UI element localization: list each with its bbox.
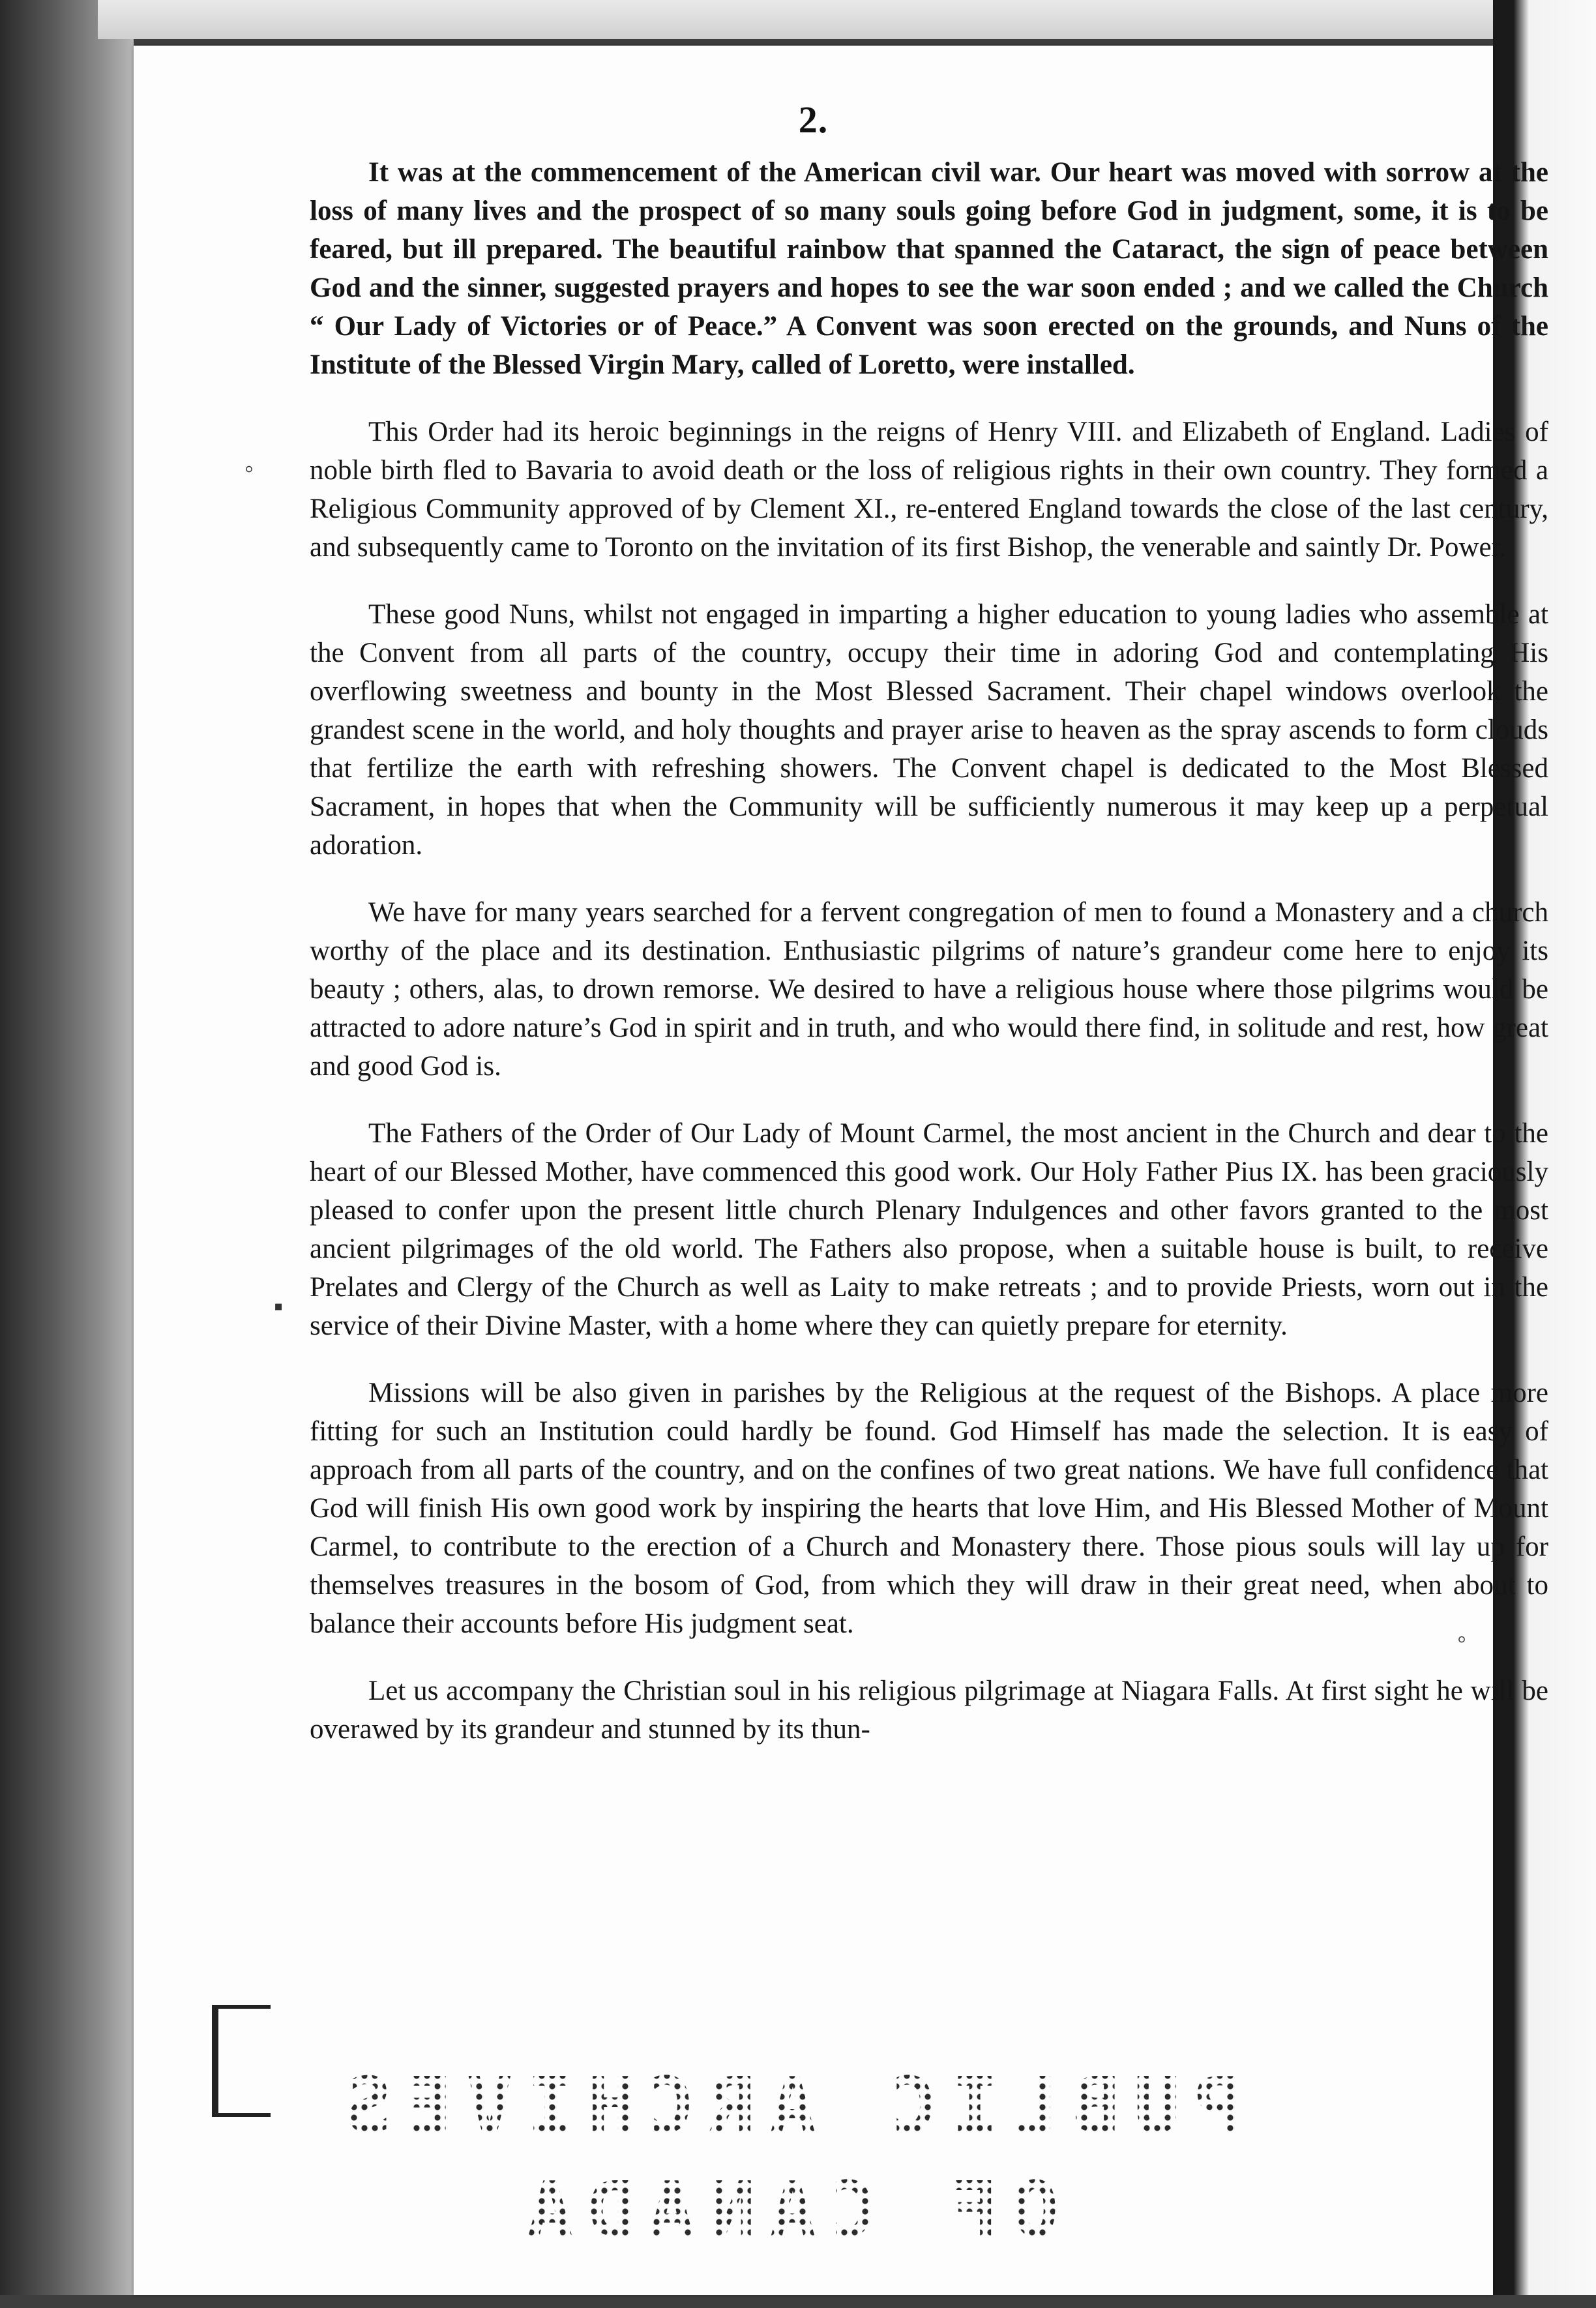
margin-mark: ▪ xyxy=(274,1292,284,1321)
margin-mark: ◦ xyxy=(1457,1624,1467,1653)
paragraph-nuns: These good Nuns, whilst not engaged in imparting a higher education to young ladies who assemble at the Convent from all parts of the country, occupy their time in adoring God and contemplating His overflowing sweetness and bounty in the Most Blessed Sacrament. Their chapel windows overlook the grandest scene in the world, and holy thoughts and prayer arise to heaven as the spray ascends to form clouds that fertilize the earth with refreshing showers. The Convent chapel is dedicated to the Most Blessed Sacrament, in hopes that when the Community will be sufficiently numerous it may keep up a perpetual adoration. xyxy=(310,599,1548,861)
paragraph-order-history: This Order had its heroic beginnings in the reigns of Henry VIII. and Elizabeth of England. Ladies of noble birth fled to Bavaria to avoid death or the loss of religious rights in their own country. They formed a Religious Community approved of by Clement XI., re-entered England towards the close of the last century, and subsequently came to Toronto on the invitation of its first Bishop, the venerable and saintly Dr. Power. xyxy=(310,417,1548,563)
paragraph-pilgrimage: Let us accompany the Christian soul in his religious pilgrimage at Niagara Falls. At first sight he will be overawed by its grandeur and stunned by its thun- xyxy=(310,1676,1548,1745)
scan-left-gutter xyxy=(0,0,134,2295)
paragraph-monastery: We have for many years searched for a fervent congregation of men to found a Monastery and a church worthy of the place and its destination. Enthusiastic pilgrims of nature’s grandeur come here to enjoy its beauty ; others, alas, to drown remorse. We desired to have a religious house where those pilgrims would be attracted to adore nature’s God in spirit and in truth, and who would there find, in solitude and rest, how great and good God is. xyxy=(310,897,1548,1082)
document-page xyxy=(134,46,1548,2295)
paragraph-carmelite-fathers: The Fathers of the Order of Our Lady of Mount Carmel, the most ancient in the Church and dear to the heart of our Blessed Mother, have commenced this good work. Our Holy Father Pius IX. has been graciously pleased to confer upon the present little church Plenary Indulgences and other favors granted to the most ancient pilgrimages of the old world. The Fathers also propose, when a suitable house is built, to receive Prelates and Clergy of the Church as well as Laity to make retreats ; and to provide Priests, worn out in the service of their Divine Master, with a home where they can quietly prepare for eternity. xyxy=(310,1118,1548,1341)
paragraph-civil-war: It was at the commencement of the American civil war. Our heart was moved with sorrow at the loss of many lives and the prospect of so many souls going before God in judgment, some, it is to be feared, but ill prepared. The beautiful rainbow that spanned the Cataract, the sign of peace between God and the sinner, suggested prayers and hopes to see the war soon ended ; and we called the Church “ Our Lady of Victories or of Peace.” A Convent was soon erected on the grounds, and Nuns of the Institute of the Blessed Virgin Mary, called of Loretto, were installed. xyxy=(310,157,1548,380)
paragraph-missions: Missions will be also given in parishes by the Religious at the request of the Bishops. A place more fitting for such an Institution could hardly be found. God Himself has made the selection. It is easy of approach from all parts of the country, and on the confines of two great nations. We have full confidence that God will finish His own good work by inspiring the hearts that love Him, and His Blessed Mother of Mount Carmel, to contribute to the erection of a Church and Monastery there. Those pious souls will lay up for themselves treasures in the bosom of God, from which they will draw in their great need, when about to balance their accounts before His judgment seat. xyxy=(310,1378,1548,1639)
stamp-line-2: OF CANADA xyxy=(231,2165,1340,2255)
body-text xyxy=(310,153,1548,1749)
scan-top-strip xyxy=(98,0,1493,39)
archive-perforation-stamp xyxy=(231,2060,1340,2308)
stamp-line-1: PUBLIC ARCHIVES xyxy=(231,2060,1340,2150)
page-number: 2. xyxy=(798,98,829,141)
margin-mark: ◦ xyxy=(244,454,254,483)
